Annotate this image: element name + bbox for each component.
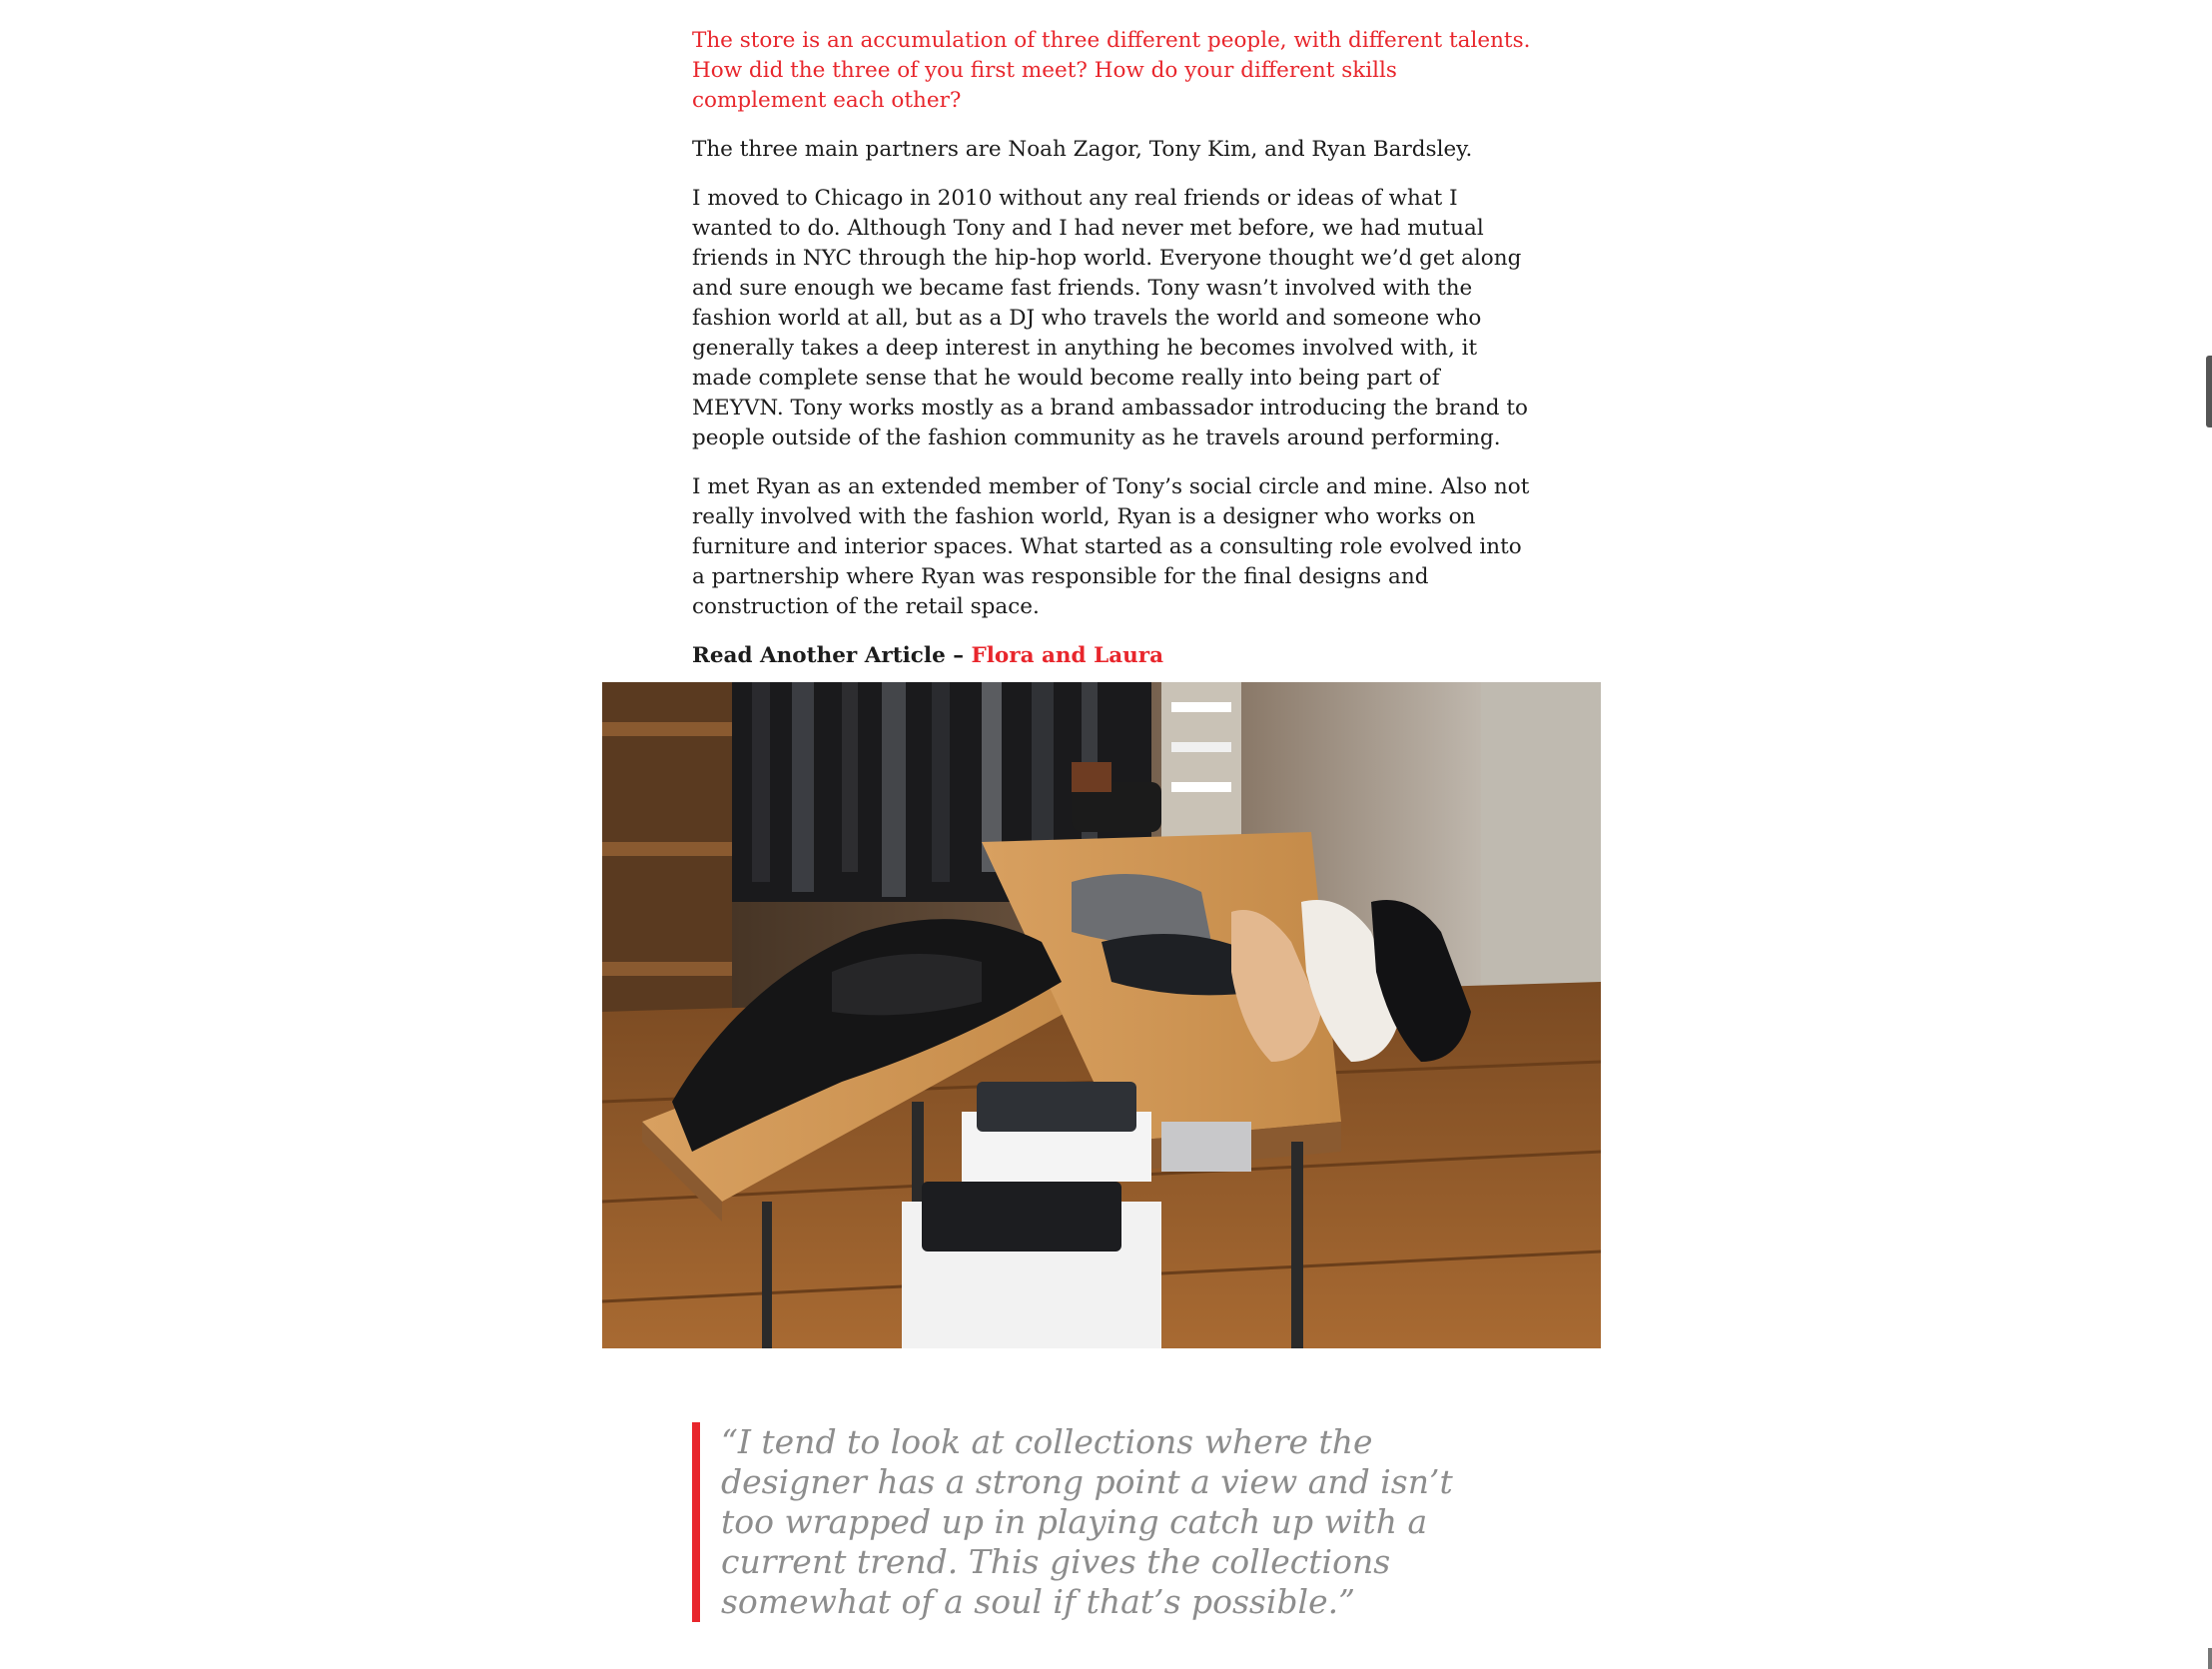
read-another-label: Read Another Article – bbox=[692, 643, 964, 668]
answer-paragraph-tony: I moved to Chicago in 2010 without any real friends or ideas of what I wanted to do. Although Tony and I had never met before, we had mutual friends in NYC through the hip-hop world. Everyone thought we’d get along and sure enough we became fast friends. Tony wasn’t involved with the fashion world at all, but as a DJ who travels the world and someone who generally takes a deep interest in anything he becomes involved with, it made complete sense that he would become really into being part of MEYVN. Tony works mostly as a brand ambassador introducing the brand to people outside of the fashion community as he travels around performing. bbox=[692, 186, 1528, 450]
interview-question: The store is an accumulation of three different people, with different talents. How did the three of you first meet? How do your different skills complement each other? bbox=[692, 28, 1531, 113]
answer-paragraph-partners: The three main partners are Noah Zagor, Tony Kim, and Ryan Bardsley. bbox=[692, 137, 1473, 162]
scrollbar-track-end[interactable] bbox=[2208, 1648, 2212, 1669]
read-another-link[interactable]: Flora and Laura bbox=[971, 643, 1164, 668]
quote-text: “I tend to look at collections where the designer has a strong point a view and isn’t too wrapped up in playing catch up with a current trend. This gives the collections somewhat of a soul if that’s possible.” bbox=[721, 1422, 1453, 1621]
answer-paragraph-ryan: I met Ryan as an extended member of Tony’s social circle and mine. Also not really involved with the fashion world, Ryan is a designer who works on furniture and interior spaces. What started as a consulting role evolved into a partnership where Ryan was responsible for the final designs and construction of the retail space. bbox=[692, 474, 1530, 619]
read-another-article bbox=[692, 641, 1531, 671]
scrollbar-thumb[interactable] bbox=[2206, 356, 2212, 427]
quote-accent-bar bbox=[692, 1422, 700, 1622]
pull-quote bbox=[692, 1422, 1531, 1622]
store-interior-photo bbox=[602, 682, 1601, 1348]
article-body bbox=[692, 26, 1531, 671]
